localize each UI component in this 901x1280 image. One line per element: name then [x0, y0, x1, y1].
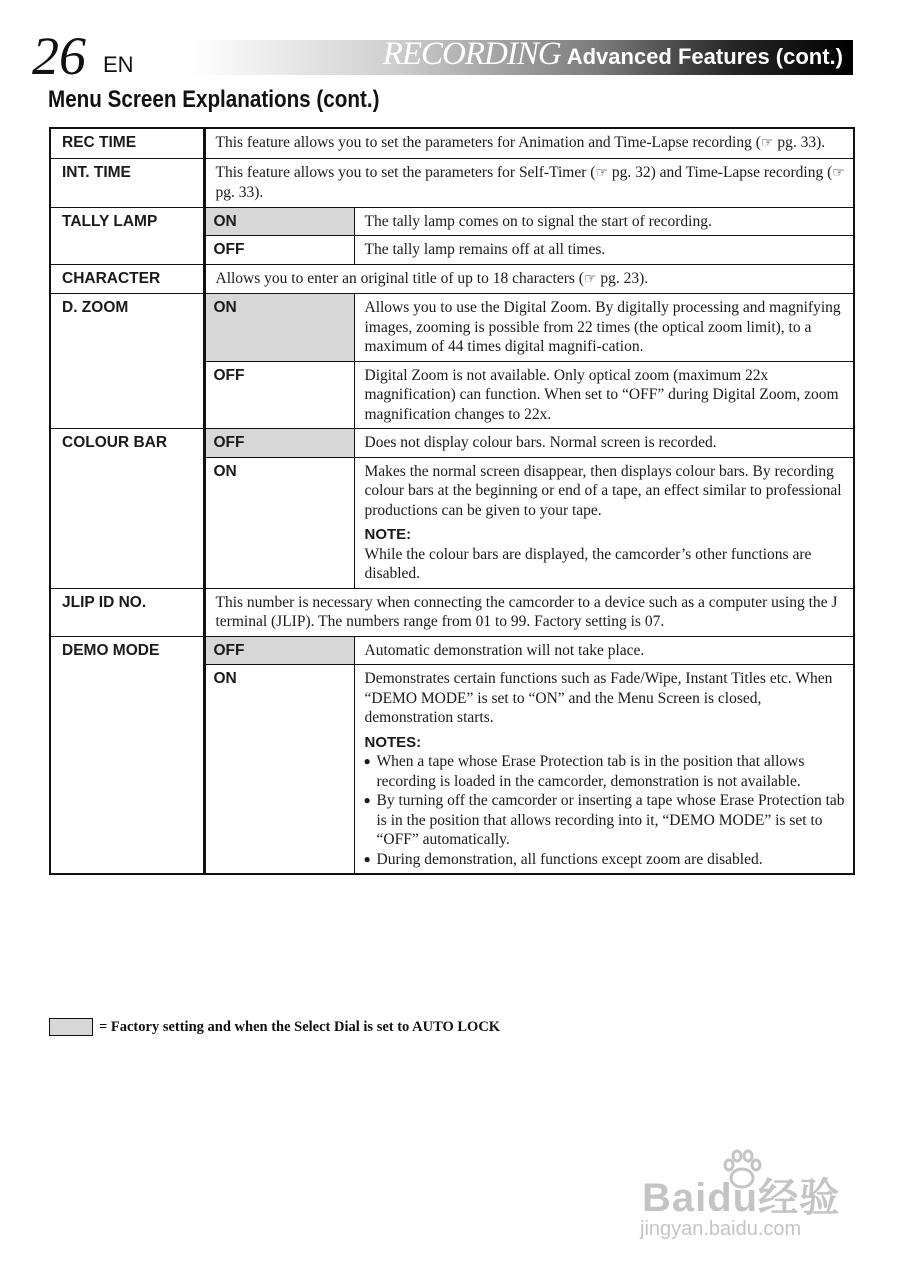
watermark: [632, 1148, 854, 1248]
language-code: EN: [103, 52, 134, 77]
row-label-jlip: JLIP ID NO.: [50, 588, 204, 636]
row-label-d-zoom: D. ZOOM: [50, 294, 204, 429]
option-colourbar-on: ON: [204, 457, 354, 588]
notes-heading: NOTES:: [364, 733, 422, 751]
watermark-brand: Baidu经验: [642, 1176, 841, 1220]
option-desc-tally-on: The tally lamp comes on to signal the start of recording.: [354, 207, 854, 236]
table-row: [50, 158, 854, 207]
table-row: [50, 429, 854, 458]
section-recording: RECORDING: [382, 36, 561, 72]
row-label-character: CHARACTER: [50, 264, 204, 294]
note-text: While the colour bars are displayed, the camcorder’s other functions are disabled.: [364, 545, 812, 582]
option-desc-dzoom-on: Allows you to use the Digital Zoom. By digitally processing and magnifying images, zooming is possible from 22 times (the optical zoom limit), to a maximum of 44 times digital magnifi-cation.: [354, 294, 854, 362]
page-subtitle: Menu Screen Explanations (cont.): [48, 86, 380, 113]
option-desc-demo-on: [354, 665, 854, 875]
page-ref-icon: ☞: [760, 136, 774, 151]
factory-setting-swatch: [49, 1018, 93, 1036]
table-row: [50, 294, 854, 362]
watermark-url: jingyan.baidu.com: [640, 1218, 802, 1240]
demo-on-text: Demonstrates certain functions such as Fade/Wipe, Instant Titles etc. When “DEMO MODE” is set to “ON” and the Menu Screen is closed, demonstration starts.: [364, 670, 833, 726]
table-row: [50, 264, 854, 294]
option-desc-demo-off: Automatic demonstration will not take place.: [354, 636, 854, 665]
option-demo-on: ON: [204, 665, 354, 875]
legend-text: = Factory setting and when the Select Dial is set to AUTO LOCK: [99, 1019, 501, 1035]
row-label-colour-bar: COLOUR BAR: [50, 429, 204, 589]
page-ref-icon: ☞: [832, 165, 845, 181]
page-number: 26: [32, 26, 86, 86]
row-label-rec-time: REC TIME: [50, 128, 204, 158]
table-row: [50, 128, 854, 158]
row-desc-int-time: This feature allows you to set the parameters for Self-Timer (☞ pg. 32) and Time-Lapse recording (☞ pg. 33).: [204, 158, 854, 207]
row-desc-jlip: This number is necessary when connecting the camcorder to a device such as a computer using the J terminal (JLIP). The numbers range from 01 to 99. Factory setting is 07.: [204, 588, 854, 636]
option-desc-colourbar-off: Does not display colour bars. Normal screen is recorded.: [354, 429, 854, 458]
table-row: [50, 636, 854, 665]
row-desc-character: Allows you to enter an original title of up to 18 characters (☞ pg. 23).: [204, 264, 854, 294]
option-desc-tally-off: The tally lamp remains off at all times.: [354, 236, 854, 265]
notes-item: ● By turning off the camcorder or inserting a tape whose Erase Protection tab is in the position that allows recording into it, “DEMO MODE” is set to “OFF” automatically.: [365, 791, 846, 850]
notes-item: ● During demonstration, all functions except zoom are disabled.: [365, 850, 846, 870]
page-ref-icon: ☞: [583, 271, 597, 287]
menu-explanations-table: [49, 127, 855, 875]
row-desc-rec-time: This feature allows you to set the parameters for Animation and Time-Lapse recording (☞ pg. 33).: [204, 128, 854, 158]
notes-item: ● When a tape whose Erase Protection tab is in the position that allows recording is loaded in the camcorder, demonstration is not available.: [365, 752, 846, 791]
table-row: [50, 588, 854, 636]
row-label-demo-mode: DEMO MODE: [50, 636, 204, 874]
table-row: [50, 207, 854, 236]
option-colourbar-off: OFF: [204, 429, 354, 458]
row-label-tally-lamp: TALLY LAMP: [50, 207, 204, 264]
option-desc-dzoom-off: Digital Zoom is not available. Only optical zoom (maximum 22x magnification) can function. When set to “OFF” during Digital Zoom, zoom magnification changes to 22x.: [354, 361, 854, 429]
option-dzoom-off: OFF: [204, 361, 354, 429]
row-label-int-time: INT. TIME: [50, 158, 204, 207]
option-dzoom-on: ON: [204, 294, 354, 362]
option-tally-on: ON: [204, 207, 354, 236]
section-subtitle: Advanced Features (cont.): [566, 44, 843, 69]
section-title: [383, 36, 843, 73]
option-desc-colourbar-on: [354, 457, 854, 588]
option-tally-off: OFF: [204, 236, 354, 265]
page-ref-icon: ☞: [595, 165, 608, 181]
note-heading: NOTE:: [364, 526, 412, 543]
option-demo-off: OFF: [204, 636, 354, 665]
colourbar-on-text: Makes the normal screen disappear, then displays colour bars. By recording colour bars at the beginning or end of a tape, an effect similar to professional productions can be given to your tape.: [364, 462, 842, 519]
